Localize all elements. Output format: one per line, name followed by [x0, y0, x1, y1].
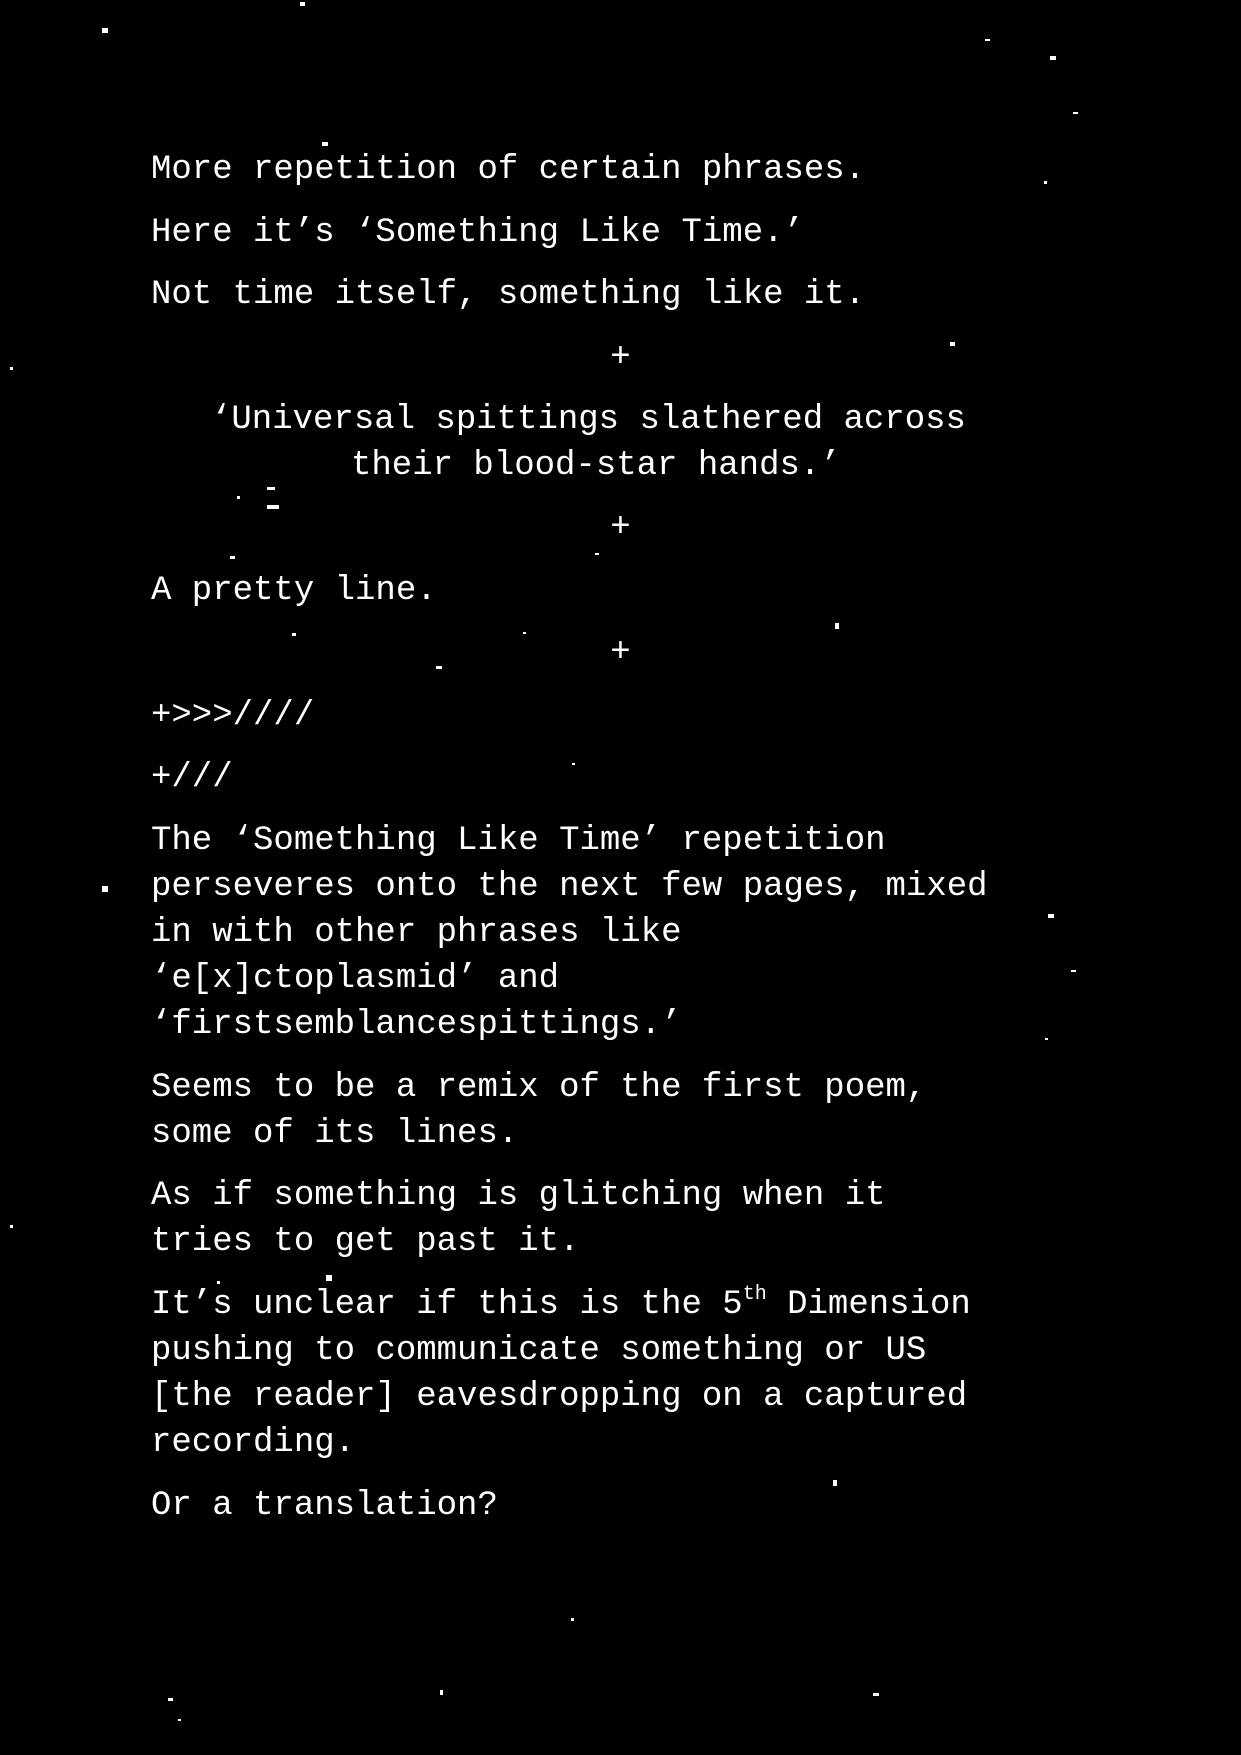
noise-speck: [1073, 112, 1078, 114]
paragraph-line: [the reader] eavesdropping on a captured: [151, 1378, 968, 1416]
section-separator: +: [610, 634, 631, 672]
noise-speck: [572, 763, 575, 765]
noise-speck: [10, 1225, 13, 1228]
paragraph-line: Seems to be a remix of the first poem,: [151, 1069, 927, 1107]
text-line: A pretty line.: [151, 572, 437, 610]
noise-speck: [985, 39, 990, 41]
noise-speck: [102, 886, 108, 892]
paragraph-line: some of its lines.: [151, 1115, 519, 1153]
noise-speck: [436, 666, 442, 669]
noise-speck: [322, 142, 328, 146]
quote-line: their blood-star hands.’: [351, 447, 841, 485]
noise-speck: [10, 367, 13, 370]
glitch-line: +///: [151, 759, 233, 797]
paragraph-line: ‘firstsemblancespittings.’: [151, 1006, 682, 1044]
noise-speck: [300, 2, 305, 6]
noise-speck: [835, 623, 839, 629]
noise-speck: [595, 553, 599, 555]
paragraph-line: ‘e[x]ctoplasmid’ and: [151, 960, 560, 998]
noise-speck: [950, 342, 955, 346]
glitch-line: +>>>////: [151, 697, 315, 735]
noise-speck: [267, 487, 275, 490]
noise-speck: [178, 1719, 181, 1721]
paragraph-line: perseveres onto the next few pages, mixed: [151, 868, 988, 906]
noise-speck: [873, 1693, 879, 1696]
paragraph-line: Or a translation?: [151, 1487, 498, 1525]
paragraph-line: As if something is glitching when it: [151, 1177, 886, 1215]
noise-speck: [440, 1690, 443, 1695]
paragraph-line: [151, 1282, 971, 1328]
noise-speck: [1048, 914, 1054, 918]
text-line: Not time itself, something like it.: [151, 276, 866, 314]
quote-line: ‘Universal spittings slathered across: [211, 401, 966, 439]
text-line: More repetition of certain phrases.: [151, 151, 866, 189]
section-separator: +: [610, 509, 631, 547]
noise-speck: [237, 496, 240, 499]
noise-speck: [292, 633, 296, 636]
paragraph-line: in with other phrases like: [151, 914, 682, 952]
noise-speck: [833, 1480, 837, 1486]
noise-speck: [267, 505, 279, 509]
noise-speck: [1044, 181, 1047, 184]
superscript: th: [742, 1283, 767, 1306]
noise-speck: [1045, 1038, 1048, 1040]
paragraph-text: It’s unclear if this is the 5: [151, 1286, 743, 1324]
section-separator: +: [610, 339, 631, 377]
noise-speck: [1071, 970, 1076, 972]
noise-speck: [1050, 56, 1056, 60]
paragraph-line: The ‘Something Like Time’ repetition: [151, 822, 886, 860]
paragraph-line: pushing to communicate something or US: [151, 1332, 927, 1370]
noise-speck: [571, 1618, 574, 1621]
noise-speck: [102, 28, 108, 33]
noise-speck: [168, 1698, 173, 1701]
noise-speck: [523, 632, 526, 634]
noise-speck: [217, 1281, 220, 1284]
paragraph-line: tries to get past it.: [151, 1223, 580, 1261]
paragraph-text: Dimension: [766, 1286, 971, 1324]
noise-speck: [326, 1275, 332, 1281]
noise-speck: [230, 556, 235, 559]
text-line: Here it’s ‘Something Like Time.’: [151, 214, 804, 252]
paragraph-line: recording.: [151, 1424, 356, 1462]
